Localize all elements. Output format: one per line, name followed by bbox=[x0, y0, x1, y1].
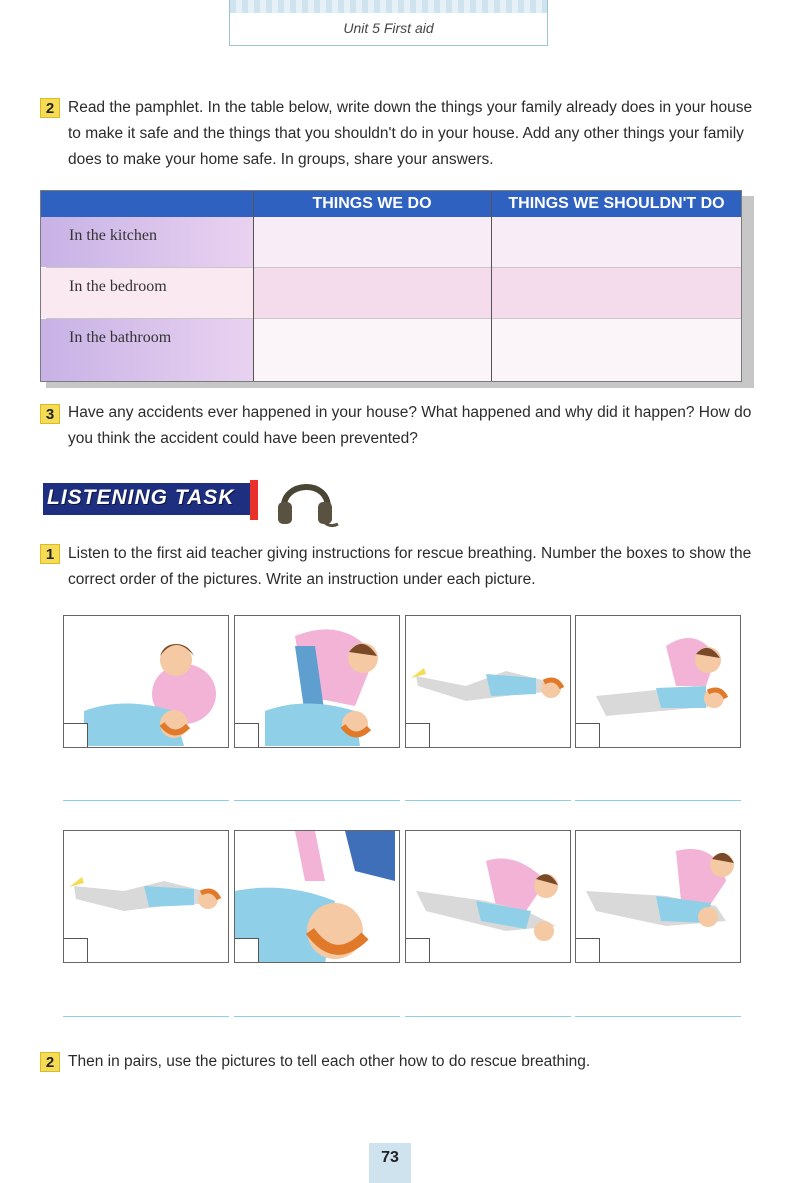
rescue-illustration bbox=[64, 616, 229, 748]
exercise-3-number: 3 bbox=[40, 404, 60, 424]
table-row-bedroom: In the bedroom bbox=[41, 268, 253, 318]
rescue-picture bbox=[575, 830, 741, 963]
rescue-illustration bbox=[406, 616, 571, 748]
rescue-illustration bbox=[64, 831, 229, 963]
rescue-illustration bbox=[406, 831, 571, 963]
listening-task-title: LISTENING TASK bbox=[47, 486, 235, 509]
headphones-icon bbox=[272, 472, 340, 533]
instruction-line[interactable] bbox=[575, 1016, 741, 1017]
rescue-illustration bbox=[235, 831, 400, 963]
table-cell-bathroom[interactable] bbox=[253, 319, 741, 381]
table-row-bathroom: In the bathroom bbox=[41, 319, 253, 381]
rescue-illustration bbox=[576, 831, 741, 963]
rescue-picture bbox=[63, 830, 229, 963]
exercise-2-text: Read the pamphlet. In the table below, write down the things your family already does in your house to make it safe and the things that you shouldn't do in your house. Add any other things your family does to make your home safe. In groups, share your answers. bbox=[68, 99, 753, 168]
listening-task-accent-bar bbox=[250, 480, 258, 520]
listening-ex1-number: 1 bbox=[40, 544, 60, 564]
table-header-blank bbox=[41, 191, 253, 217]
header-strip bbox=[230, 0, 547, 13]
instruction-line[interactable] bbox=[575, 800, 741, 801]
instruction-line[interactable] bbox=[234, 1016, 400, 1017]
rescue-illustration bbox=[576, 616, 741, 748]
exercise-2-number: 2 bbox=[40, 98, 60, 118]
rescue-illustration bbox=[235, 616, 400, 748]
instruction-line[interactable] bbox=[405, 1016, 571, 1017]
rescue-picture bbox=[63, 615, 229, 748]
table-divider bbox=[491, 191, 492, 381]
safety-table bbox=[40, 190, 742, 382]
instruction-line[interactable] bbox=[63, 800, 229, 801]
table-cell-kitchen[interactable] bbox=[253, 217, 741, 267]
instruction-line[interactable] bbox=[234, 800, 400, 801]
table-row-kitchen: In the kitchen bbox=[41, 217, 253, 267]
instruction-line[interactable] bbox=[63, 1016, 229, 1017]
order-number-box[interactable] bbox=[575, 938, 600, 963]
listening-ex2-number: 2 bbox=[40, 1052, 60, 1072]
rescue-picture bbox=[575, 615, 741, 748]
unit-header bbox=[229, 0, 548, 46]
order-number-box[interactable] bbox=[405, 938, 430, 963]
rescue-picture bbox=[405, 615, 571, 748]
order-number-box[interactable] bbox=[405, 723, 430, 748]
listening-ex1-text: Listen to the first aid teacher giving instructions for rescue breathing. Number the boxes to show the correct order of the pictures. Write an instruction under each picture. bbox=[68, 545, 752, 588]
rescue-picture bbox=[405, 830, 571, 963]
rescue-picture bbox=[234, 830, 400, 963]
instruction-line[interactable] bbox=[405, 800, 571, 801]
table-divider bbox=[253, 191, 254, 381]
table-header-things-we-shouldnt-do: THINGS WE SHOULDN'T DO bbox=[492, 191, 741, 217]
unit-title: Unit 5 First aid bbox=[343, 20, 434, 36]
page-number: 73 bbox=[369, 1143, 411, 1183]
table-header-things-we-do: THINGS WE DO bbox=[253, 191, 491, 217]
exercise-3-text: Have any accidents ever happened in your house? What happened and why did it happen? How do you think the accident could have been prevented? bbox=[68, 404, 752, 447]
order-number-box[interactable] bbox=[234, 723, 259, 748]
table-cell-bedroom[interactable] bbox=[253, 268, 741, 318]
listening-ex2-text: Then in pairs, use the pictures to tell each other how to do rescue breathing. bbox=[68, 1053, 591, 1070]
rescue-picture bbox=[234, 615, 400, 748]
order-number-box[interactable] bbox=[63, 938, 88, 963]
order-number-box[interactable] bbox=[575, 723, 600, 748]
order-number-box[interactable] bbox=[234, 938, 259, 963]
order-number-box[interactable] bbox=[63, 723, 88, 748]
